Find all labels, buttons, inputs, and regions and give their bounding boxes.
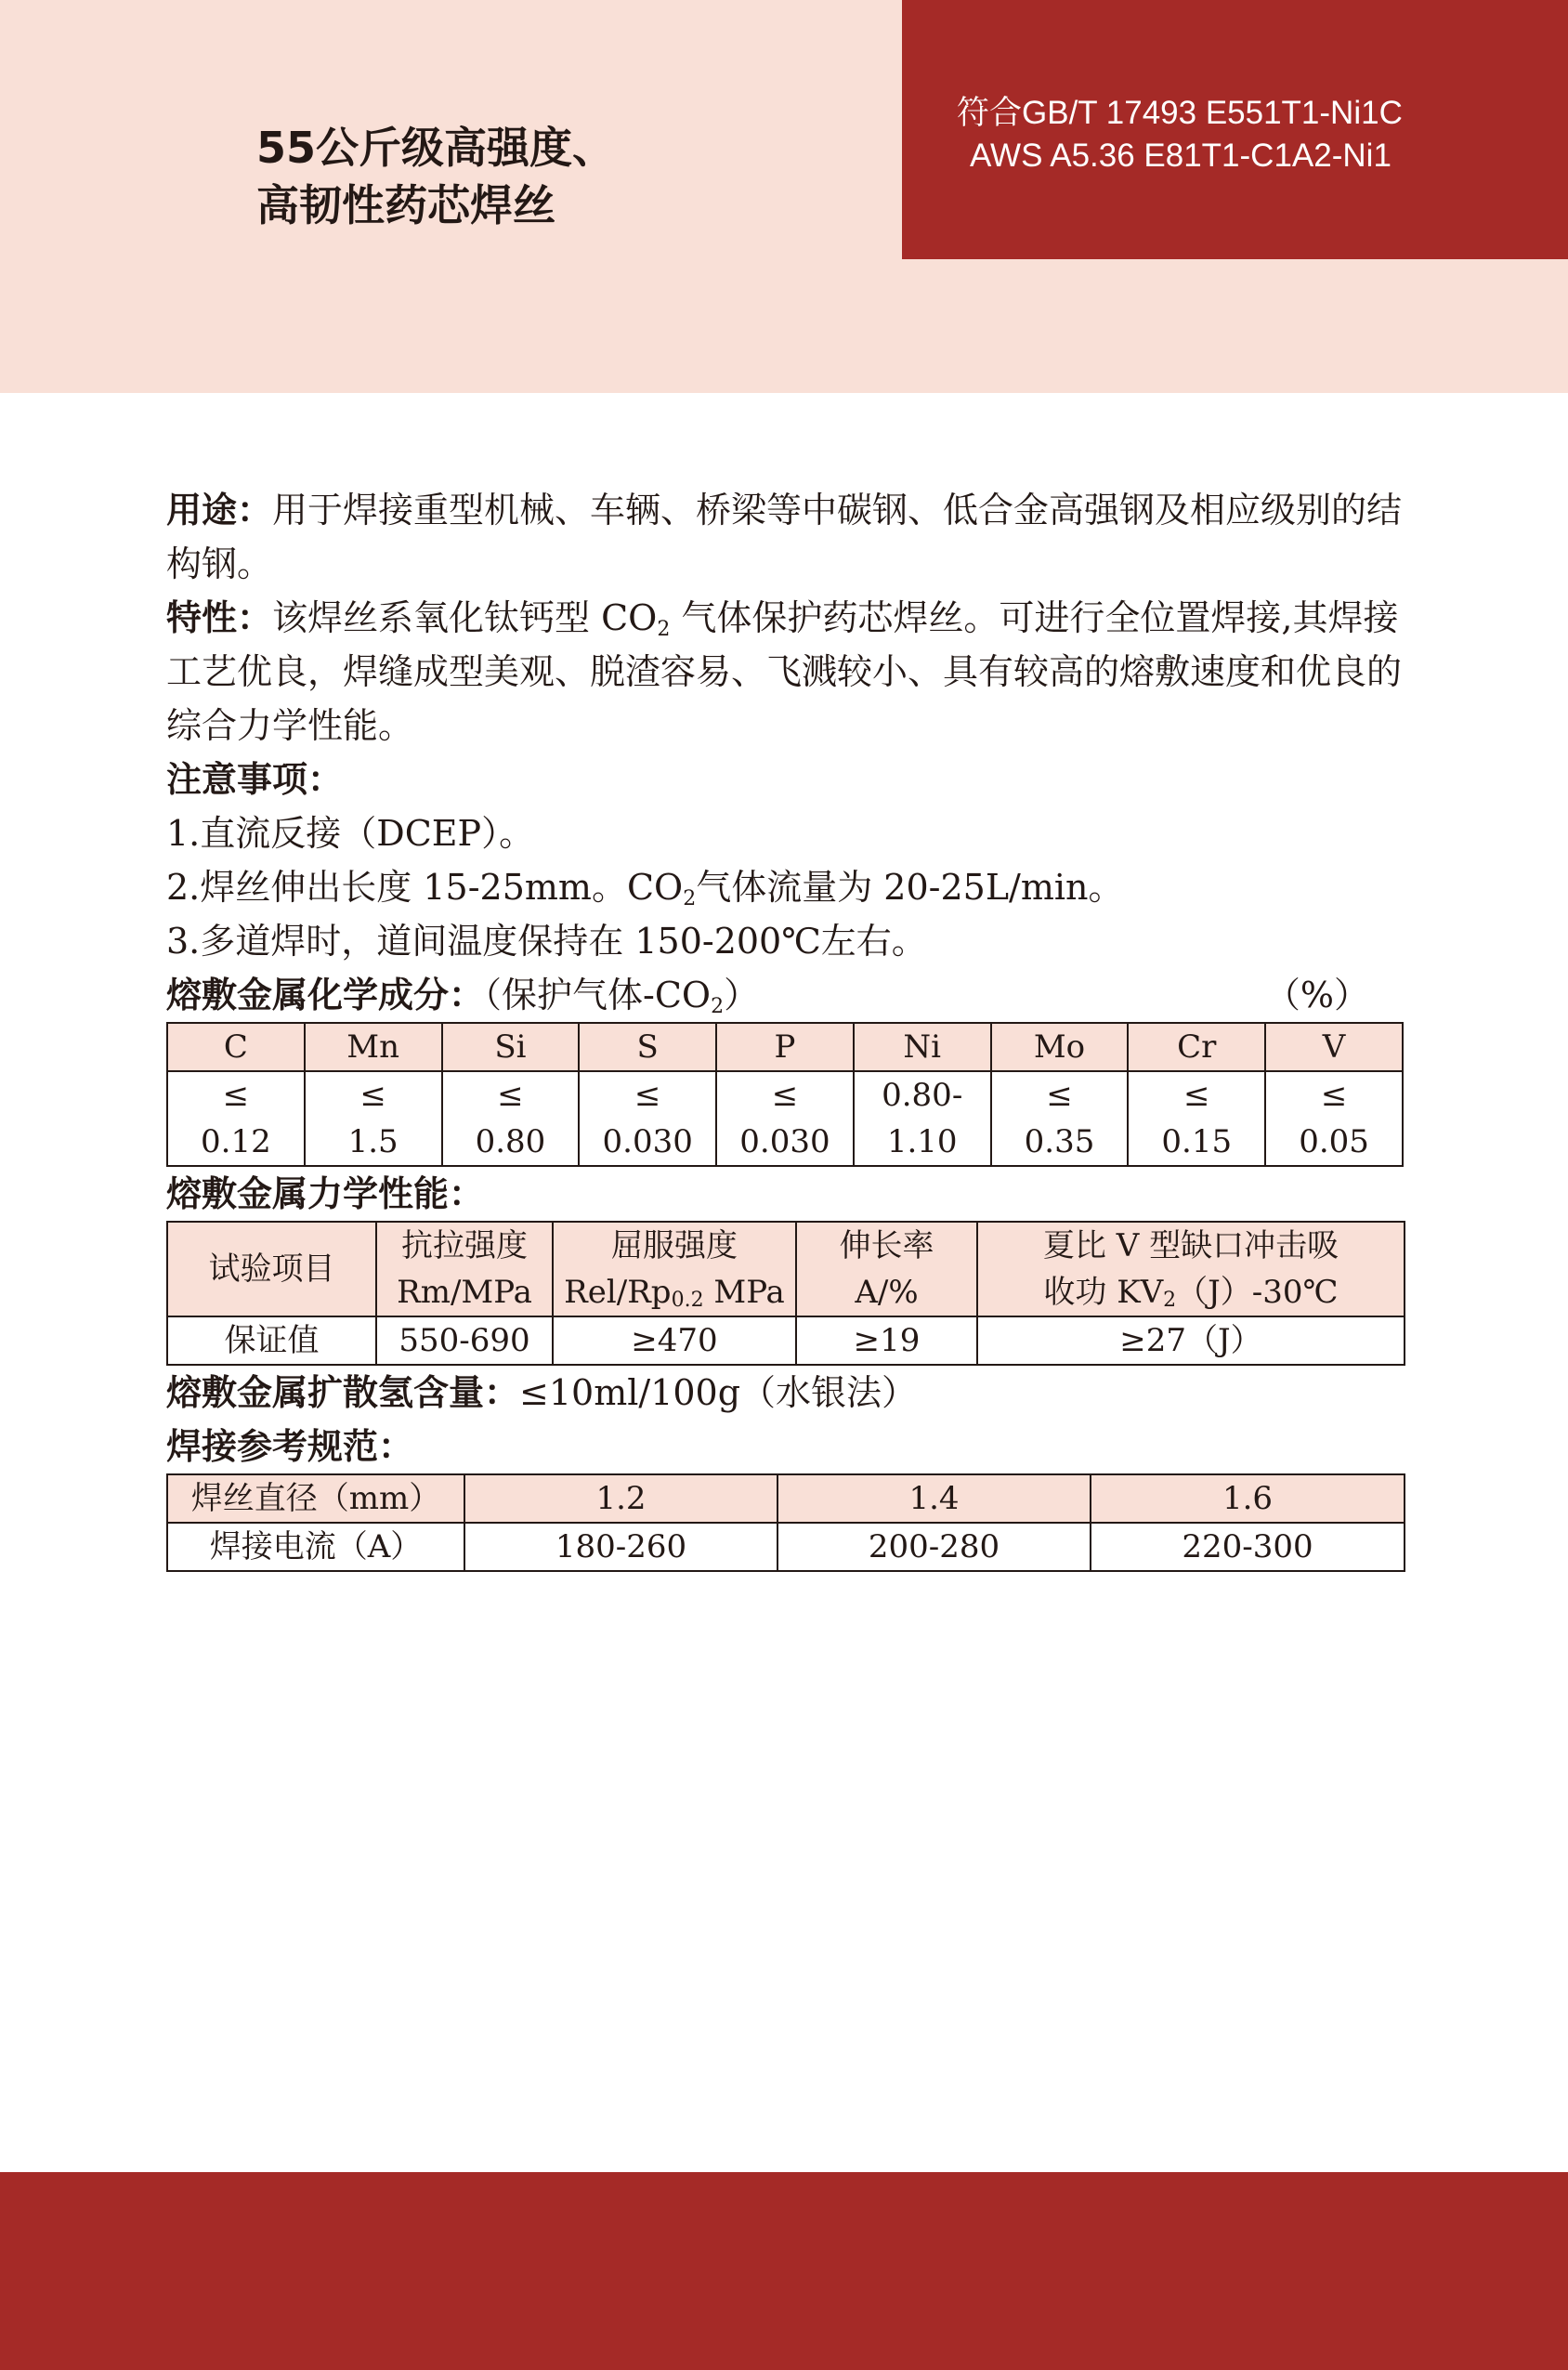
value-cell bbox=[305, 1071, 442, 1166]
elongation-value: ≥19 bbox=[796, 1316, 977, 1365]
value-cell bbox=[1128, 1071, 1265, 1166]
standard-line-1: 符合GB/T 17493 E551T1-Ni1C bbox=[957, 95, 1403, 131]
mechanical-heading: 熔敷金属力学性能： bbox=[166, 1173, 485, 1214]
value-cell bbox=[579, 1071, 716, 1166]
value-top: ≤ bbox=[1183, 1077, 1210, 1114]
value-top: ≤ bbox=[634, 1077, 661, 1114]
value-bottom: 0.80 bbox=[475, 1123, 546, 1160]
value-cell bbox=[442, 1071, 580, 1166]
impact-value: ≥27（J） bbox=[977, 1316, 1405, 1365]
col-yield-2b: MPa bbox=[703, 1274, 785, 1311]
col-impact-2sub: 2 bbox=[1163, 1289, 1177, 1312]
parameters-heading: 焊接参考规范： bbox=[166, 1426, 414, 1467]
col-impact bbox=[977, 1222, 1405, 1316]
element-cell: Ni bbox=[854, 1023, 991, 1071]
chemistry-heading-left bbox=[166, 968, 759, 1022]
mechanical-table bbox=[166, 1221, 1405, 1366]
col-tensile-1: 抗拉强度 bbox=[401, 1227, 528, 1264]
element-cell: S bbox=[579, 1023, 716, 1071]
usage-paragraph bbox=[166, 483, 1404, 591]
value-top: ≤ bbox=[771, 1077, 799, 1114]
col-yield-2a: Rel/Rp bbox=[564, 1274, 672, 1311]
element-cell: V bbox=[1265, 1023, 1403, 1071]
row-label: 保证值 bbox=[167, 1316, 376, 1365]
col-elong-2: A/% bbox=[855, 1274, 919, 1311]
col-yield-1: 屈服强度 bbox=[611, 1227, 738, 1264]
note-item-3: 3.多道焊时，道间温度保持在 150-200℃左右。 bbox=[166, 921, 927, 962]
element-cell: Cr bbox=[1128, 1023, 1265, 1071]
value-top: ≤ bbox=[1320, 1077, 1348, 1114]
hydrogen-heading: 熔敷金属扩散氢含量： bbox=[166, 1372, 520, 1413]
value-cell bbox=[991, 1071, 1129, 1166]
note-item-2 bbox=[166, 860, 1404, 914]
value-cell bbox=[716, 1071, 854, 1166]
chemistry-table bbox=[166, 1022, 1404, 1167]
mechanical-value-row bbox=[167, 1316, 1405, 1365]
current-value: 220-300 bbox=[1091, 1523, 1405, 1571]
notes-heading: 注意事项： bbox=[166, 759, 344, 800]
col-tensile-2: Rm/MPa bbox=[397, 1274, 532, 1311]
value-bottom: 0.35 bbox=[1024, 1123, 1095, 1160]
spec-content bbox=[166, 483, 1404, 1572]
tensile-value: 550-690 bbox=[376, 1316, 553, 1365]
title-line-2: 高韧性药芯焊丝 bbox=[256, 180, 555, 230]
yield-value: ≥470 bbox=[553, 1316, 796, 1365]
hydrogen-line bbox=[166, 1366, 1404, 1420]
col-yield-2sub: 0.2 bbox=[671, 1289, 704, 1312]
diameter-value: 1.6 bbox=[1091, 1474, 1405, 1523]
col-yield-2 bbox=[554, 1269, 795, 1316]
current-row bbox=[167, 1523, 1405, 1571]
col-impact-2a: 收功 KV bbox=[1043, 1274, 1164, 1311]
value-top: ≤ bbox=[1046, 1077, 1073, 1114]
current-label: 焊接电流（A） bbox=[167, 1523, 464, 1571]
col-item: 试验项目 bbox=[167, 1222, 376, 1316]
col-impact-2 bbox=[978, 1269, 1404, 1316]
note-item-1: 1.直流反接（DCEP）。 bbox=[166, 813, 535, 854]
value-bottom: 0.05 bbox=[1299, 1123, 1369, 1160]
chemistry-heading-row bbox=[166, 968, 1369, 1022]
diameter-value: 1.2 bbox=[464, 1474, 777, 1523]
value-bottom: 0.12 bbox=[201, 1123, 271, 1160]
value-cell bbox=[854, 1071, 991, 1166]
current-value: 180-260 bbox=[464, 1523, 777, 1571]
chemistry-gas-b: ） bbox=[724, 975, 760, 1015]
element-cell: C bbox=[167, 1023, 305, 1071]
chemistry-gas-sub: 2 bbox=[711, 995, 725, 1018]
value-top: 0.80- bbox=[882, 1077, 963, 1114]
note-item-2-b: 气体流量为 20-25L/min。 bbox=[696, 867, 1124, 908]
diameter-label: 焊丝直径（mm） bbox=[167, 1474, 464, 1523]
value-bottom: 0.030 bbox=[739, 1123, 830, 1160]
value-bottom: 1.10 bbox=[886, 1123, 958, 1160]
col-impact-1: 夏比 V 型缺口冲击吸 bbox=[1042, 1227, 1339, 1264]
parameters-table bbox=[166, 1473, 1405, 1572]
usage-text: 用于焊接重型机械、车辆、桥梁等中碳钢、低合金高强钢及相应级别的结构钢。 bbox=[166, 490, 1403, 584]
features-text-a: 该焊丝系氧化钛钙型 CO bbox=[272, 597, 658, 638]
col-tensile bbox=[376, 1222, 553, 1316]
element-cell: P bbox=[716, 1023, 854, 1071]
value-top: ≤ bbox=[222, 1077, 250, 1114]
features-label: 特性： bbox=[166, 597, 273, 638]
note-item-2-a: 2.焊丝伸出长度 15-25mm。CO bbox=[166, 867, 684, 908]
features-sub: 2 bbox=[657, 618, 671, 641]
col-yield bbox=[553, 1222, 796, 1316]
hydrogen-value: ≤10ml/100g（水银法） bbox=[519, 1372, 918, 1413]
element-cell: Mn bbox=[305, 1023, 442, 1071]
col-elong-1: 伸长率 bbox=[839, 1227, 934, 1264]
product-title bbox=[256, 119, 615, 234]
element-cell: Mo bbox=[991, 1023, 1129, 1071]
standard-line-2: AWS A5.36 E81T1-C1A2-Ni1 bbox=[970, 137, 1392, 174]
value-bottom: 1.5 bbox=[347, 1123, 399, 1160]
value-bottom: 0.030 bbox=[602, 1123, 693, 1160]
value-cell bbox=[167, 1071, 305, 1166]
col-impact-2b: （J）-30℃ bbox=[1176, 1274, 1339, 1311]
value-bottom: 0.15 bbox=[1161, 1123, 1233, 1160]
value-cell bbox=[1265, 1071, 1403, 1166]
mechanical-header-row bbox=[167, 1222, 1405, 1316]
usage-label: 用途： bbox=[166, 490, 273, 530]
features-text-b: 气体保护药芯焊丝。可进行全位置焊接,其焊接工艺优良，焊缝成型美观、脱渣容易、飞溅较小、具有较高的熔敷速度和优良的综合力学性能。 bbox=[166, 597, 1403, 746]
diameter-row bbox=[167, 1474, 1405, 1523]
chemistry-gas-a: （保护气体-CO bbox=[484, 975, 712, 1015]
standard-box bbox=[902, 0, 1568, 259]
chemistry-value-row bbox=[167, 1071, 1403, 1166]
note-item-2-sub: 2 bbox=[683, 887, 697, 910]
value-top: ≤ bbox=[497, 1077, 524, 1114]
current-value: 200-280 bbox=[777, 1523, 1091, 1571]
chemistry-header-row bbox=[167, 1023, 1403, 1071]
chemistry-heading: 熔敷金属化学成分： bbox=[166, 975, 485, 1015]
col-elongation bbox=[796, 1222, 977, 1316]
value-top: ≤ bbox=[359, 1077, 386, 1114]
chemistry-unit: （%） bbox=[1264, 975, 1369, 1015]
element-cell: Si bbox=[442, 1023, 580, 1071]
diameter-value: 1.4 bbox=[777, 1474, 1091, 1523]
title-line-1: 55公斤级高强度、 bbox=[256, 123, 616, 173]
footer-band bbox=[0, 2172, 1568, 2370]
features-paragraph bbox=[166, 591, 1404, 753]
